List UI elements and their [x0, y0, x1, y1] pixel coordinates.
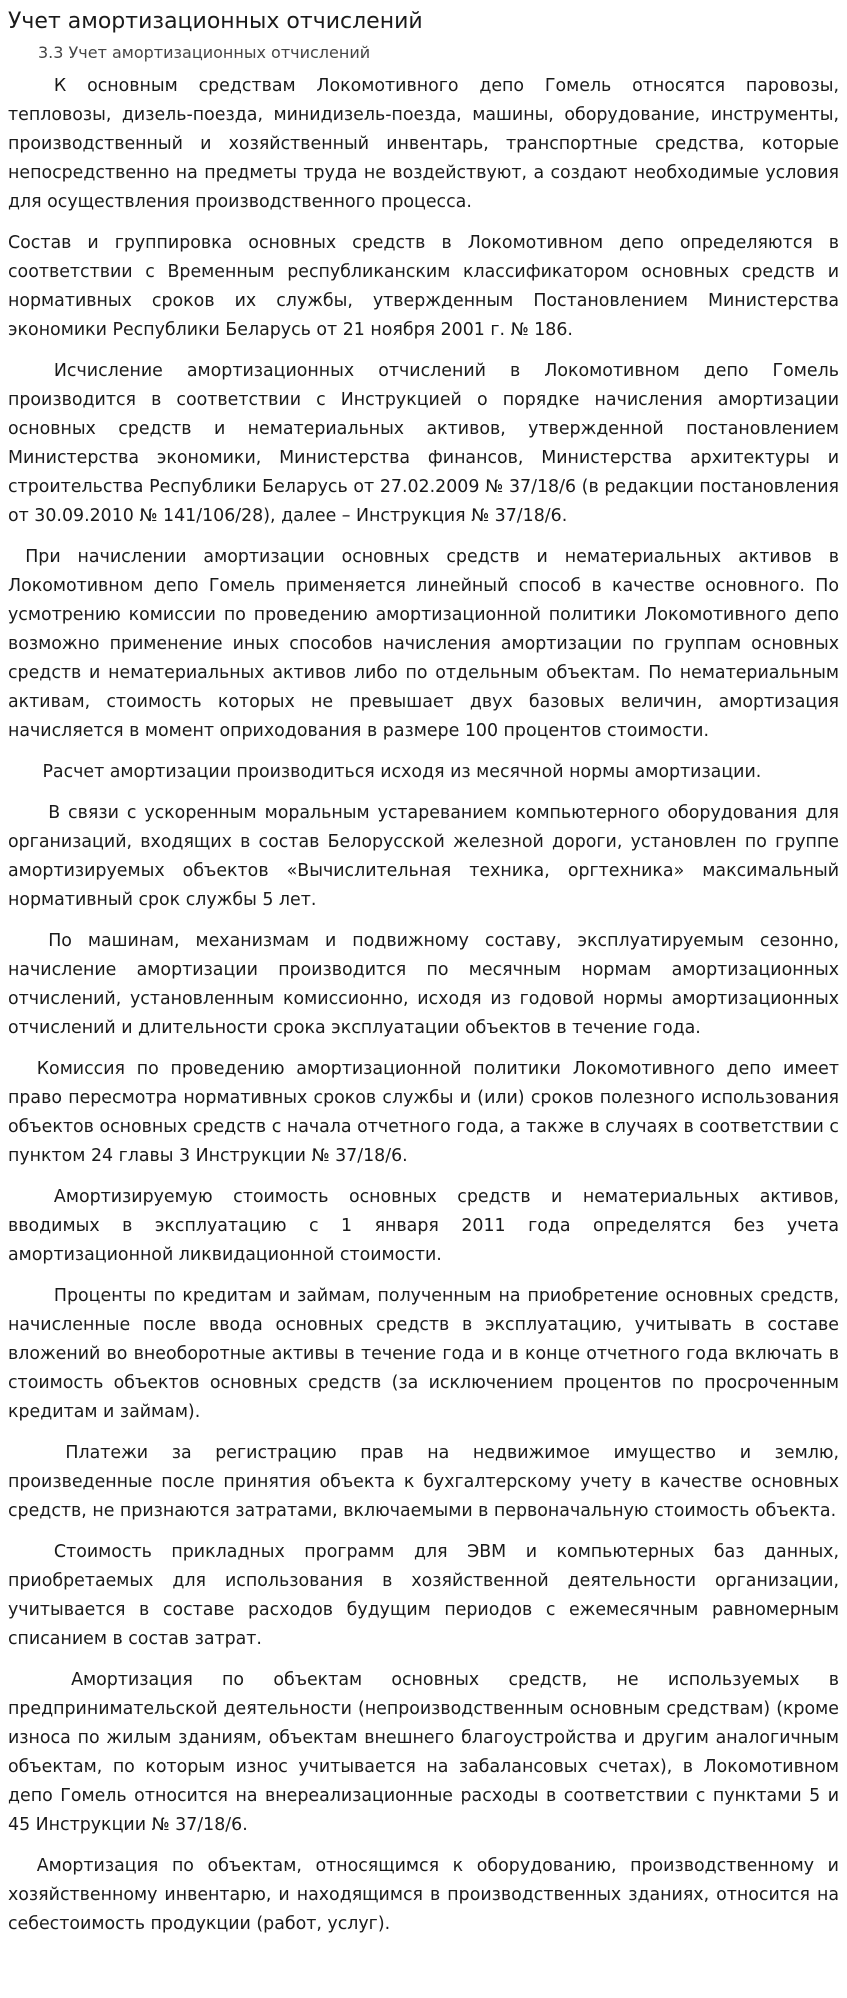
paragraph-loan-interest: Проценты по кредитам и займам, полученным на приобретение основных средств, начисленные после ввода основных средств в эксплуатацию, учитывать в составе вложений во внеоборотные активы в течение года и в конце отчетного года включать в стоимость объектов основных средств (за исключением процентов по просроченным кредитам и займам). — [8, 1286, 839, 1422]
paragraph-seasonal-machines: По машинам, механизмам и подвижному составу, эксплуатируемым сезонно, начисление амортизации производится по месячным нормам амортизационных отчислений, установленным комиссионно, исходя из годовой нормы амортизационных отчислений и длительности срока эксплуатации объектов в течение года. — [8, 931, 839, 1038]
document-body — [8, 72, 839, 1939]
paragraph-monthly-rate: Расчет амортизации производиться исходя из месячной нормы амортизации. — [42, 762, 762, 782]
paragraph-software: Стоимость прикладных программ для ЭВМ и компьютерных баз данных, приобретаемых для использования в хозяйственной деятельности организации, учитывается в составе расходов будущим периодов с ежемесячным равномерным списанием в состав затрат. — [8, 1542, 839, 1649]
paragraph-commission: Комиссия по проведению амортизационной политики Локомотивного депо имеет право пересмотра нормативных сроков службы и (или) сроков полезного использования объектов основных средств с начала отчетного года, а также в случаях в соответствии с пунктом 24 главы 3 Инструкции № 37/18/6. — [8, 1059, 839, 1166]
paragraph-classification: Состав и группировка основных средств в Локомотивном депо определяются в соответствии с Временным республиканским классификатором основных средств и нормативных сроков их службы, утвержденным Постановлением Министерства экономики Республики Беларусь от 21 ноября 2001 г. № 186. — [8, 233, 839, 340]
document-title: Учет амортизационных отчислений — [8, 9, 423, 34]
paragraph-instruction: Исчисление амортизационных отчислений в Локомотивном депо Гомель производится в соответствии с Инструкцией о порядке начисления амортизации основных средств и нематериальных активов, утвержденной постановлением Министерства экономики, Министерства финансов, Министерства архитектуры и строительства Республики Беларусь от 27.02.2009 № 37/18/6 (в редакции постановления от 30.09.2010 № 141/106/28), далее – Инструкция № 37/18/6. — [8, 361, 839, 526]
paragraph-computer-equipment: В связи с ускоренным моральным устареванием компьютерного оборудования для организаций, входящих в состав Белорусской железной дороги, установлен по группе амортизируемых объектов «Вычислительная техника, оргтехника» максимальный нормативный срок службы 5 лет. — [8, 803, 839, 910]
paragraph-production-equipment: Амортизация по объектам, относящимся к оборудованию, производственному и хозяйственному инвентарю, и находящимся в производственных зданиях, относится на себестоимость продукции (работ, услуг). — [8, 1856, 839, 1934]
section-heading: 3.3 Учет амортизационных отчислений — [38, 43, 371, 62]
paragraph-fixed-assets: К основным средствам Локомотивного депо Гомель относятся паровозы, тепловозы, дизель-поезда, минидизель-поезда, машины, оборудование, инструменты, производственный и хозяйственный инвентарь, транспортные средства, которые непосредственно на предметы труда не воздействуют, а создают необходимые условия для осуществления производственного процесса. — [8, 76, 839, 212]
paragraph-registration-fees: Платежи за регистрацию прав на недвижимое имущество и землю, произведенные после принятия объекта к бухгалтерскому учету в качестве основных средств, не признаются затратами, включаемыми в первоначальную стоимость объекта. — [8, 1443, 839, 1521]
paragraph-depreciable-cost: Амортизируемую стоимость основных средств и нематериальных активов, вводимых в эксплуатацию с 1 января 2011 года определятся без учета амортизационной ликвидационной стоимости. — [8, 1187, 839, 1265]
paragraph-linear-method: При начислении амортизации основных средств и нематериальных активов в Локомотивном депо Гомель применяется линейный способ в качестве основного. По усмотрению комиссии по проведению амортизационной политики Локомотивного депо возможно применение иных способов начисления амортизации по группам основных средств и нематериальных активов либо по отдельным объектам. По нематериальным активам, стоимость которых не превышает двух базовых величин, амортизация начисляется в момент оприходования в размере 100 процентов стоимости. — [8, 547, 839, 741]
paragraph-non-production-assets: Амортизация по объектам основных средств, не используемых в предпринимательской деятельности (непроизводственным основным средствам) (кроме износа по жилым зданиям, объектам внешнего благоустройства и другим аналогичным объектам, по которым износ учитывается на забалансовых счетах), в Локомотивном депо Гомель относится на внереализационные расходы в соответствии с пунктами 5 и 45 Инструкции № 37/18/6. — [8, 1670, 839, 1835]
